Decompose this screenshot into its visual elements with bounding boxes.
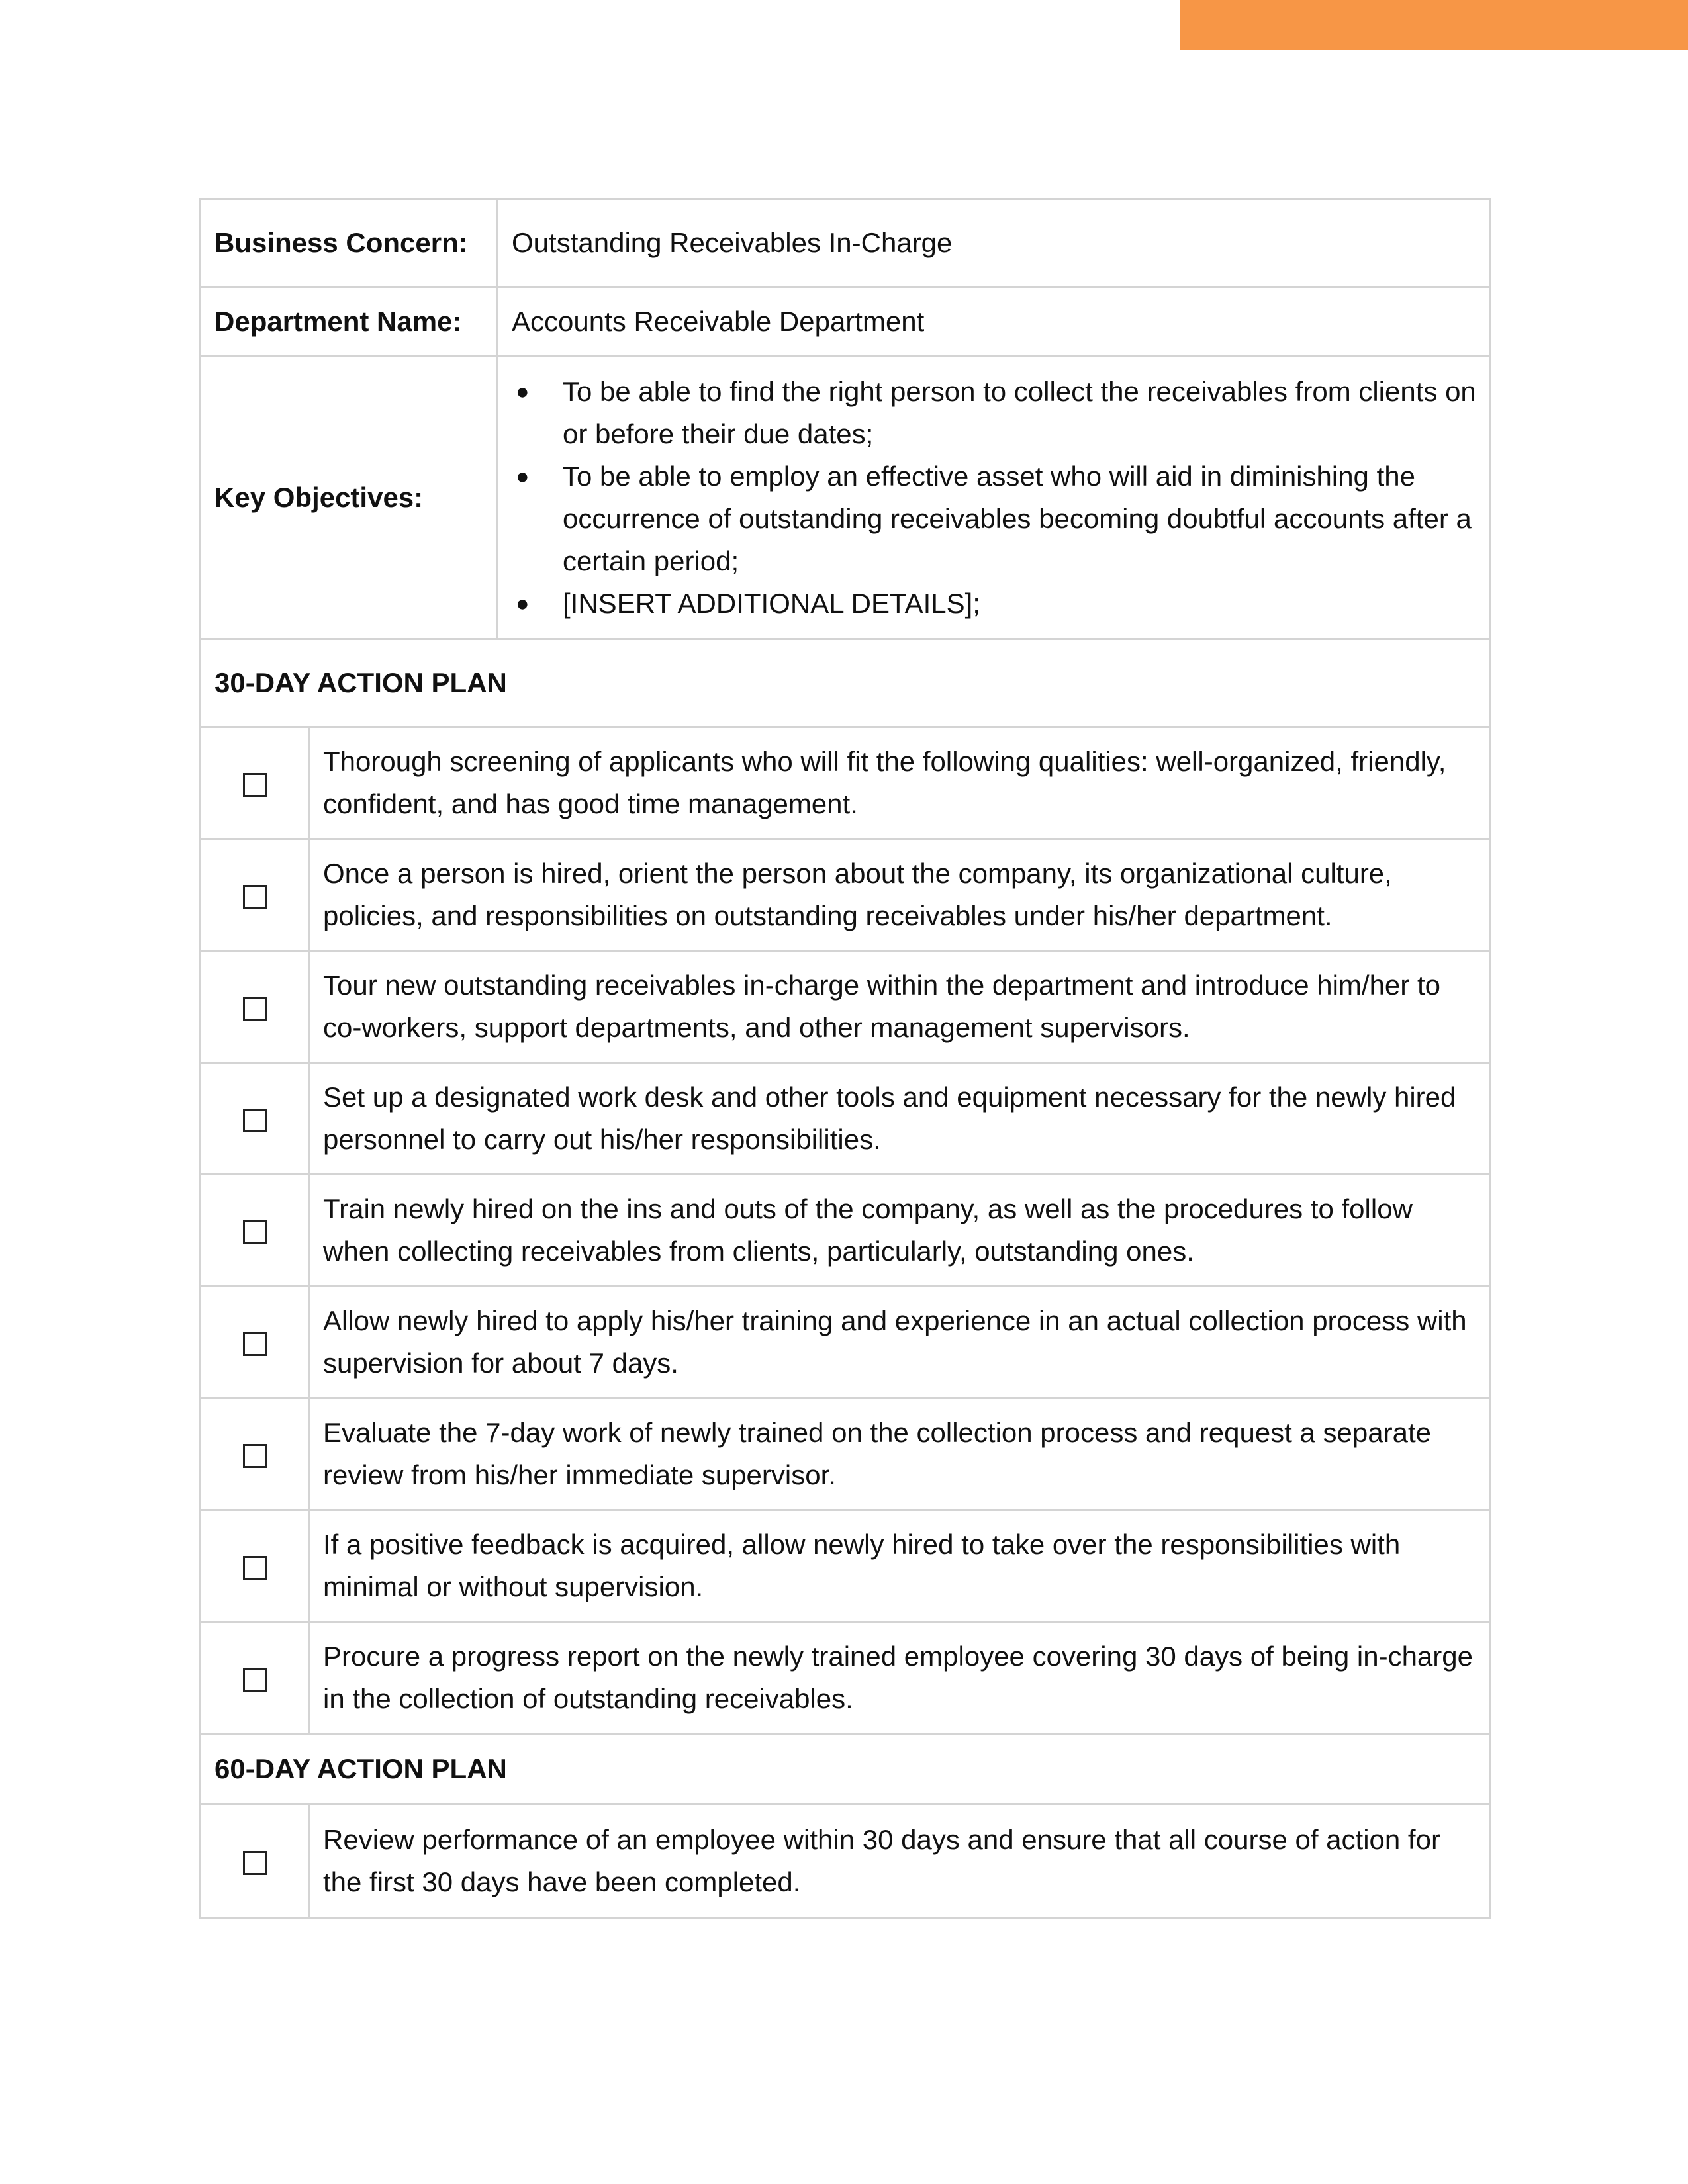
key-objective-item — [512, 582, 1476, 625]
checkbox[interactable] — [243, 1851, 267, 1875]
task-text: Procure a progress report on the newly trained employee covering 30 days of being in-charge in the collection of outstanding receivables. — [309, 1622, 1491, 1734]
task-row — [201, 1622, 1491, 1734]
task-row — [201, 1805, 1491, 1918]
checkbox-cell — [201, 839, 309, 951]
section-title-30-day: 30-DAY ACTION PLAN — [201, 639, 1491, 727]
task-row — [201, 951, 1491, 1063]
task-row — [201, 1287, 1491, 1398]
checkbox[interactable] — [243, 1668, 267, 1692]
section-title-60-day: 60-DAY ACTION PLAN — [201, 1734, 1491, 1805]
key-objective-text: To be able to employ an effective asset who will aid in diminishing the occurrence of outstanding receivables becoming doubtful accounts after a certain period; — [563, 461, 1472, 576]
key-objective-text: [INSERT ADDITIONAL DETAILS]; — [563, 588, 980, 619]
task-text: Review performance of an employee within 30 days and ensure that all course of action for the first 30 days have been completed. — [309, 1805, 1491, 1918]
department-name-label: Department Name: — [201, 287, 498, 357]
task-text: Train newly hired on the ins and outs of the company, as well as the procedures to follow when collecting receivables from clients, particularly, outstanding ones. — [309, 1175, 1491, 1287]
checkbox-cell — [201, 1398, 309, 1510]
business-concern-label: Business Concern: — [201, 199, 498, 287]
task-row — [201, 1398, 1491, 1510]
business-concern-value: Outstanding Receivables In-Charge — [498, 199, 1491, 287]
task-text: Thorough screening of applicants who will fit the following qualities: well-organized, friendly, confident, and has good time management. — [309, 727, 1491, 839]
task-row — [201, 727, 1491, 839]
checkbox[interactable] — [243, 1220, 267, 1244]
task-text: Evaluate the 7-day work of newly trained on the collection process and request a separate review from his/her immediate supervisor. — [309, 1398, 1491, 1510]
department-name-row — [201, 287, 1491, 357]
checkbox-cell — [201, 1805, 309, 1918]
key-objectives-label: Key Objectives: — [201, 357, 498, 639]
checkbox-cell — [201, 727, 309, 839]
checkbox-cell — [201, 1622, 309, 1734]
key-objectives-cell — [498, 357, 1491, 639]
checkbox[interactable] — [243, 1556, 267, 1580]
key-objective-text: To be able to find the right person to collect the receivables from clients on or before their due dates; — [563, 376, 1476, 449]
business-concern-row — [201, 199, 1491, 287]
section-60-day — [201, 1734, 1491, 1805]
task-row — [201, 1063, 1491, 1175]
checkbox-cell — [201, 1063, 309, 1175]
task-row — [201, 1175, 1491, 1287]
checkbox-cell — [201, 1510, 309, 1622]
key-objectives-list — [512, 371, 1476, 625]
department-name-value: Accounts Receivable Department — [498, 287, 1491, 357]
bullet-icon: ● — [516, 464, 530, 489]
task-text: If a positive feedback is acquired, allow newly hired to take over the responsibilities with minimal or without supervision. — [309, 1510, 1491, 1622]
bullet-icon: ● — [516, 379, 530, 404]
checkbox[interactable] — [243, 1444, 267, 1468]
task-text: Tour new outstanding receivables in-charge within the department and introduce him/her to co-workers, support departments, and other management supervisors. — [309, 951, 1491, 1063]
checkbox[interactable] — [243, 1332, 267, 1356]
checkbox[interactable] — [243, 885, 267, 909]
checkbox[interactable] — [243, 1109, 267, 1132]
checkbox[interactable] — [243, 997, 267, 1021]
task-text: Allow newly hired to apply his/her training and experience in an actual collection process with supervision for about 7 days. — [309, 1287, 1491, 1398]
task-text: Set up a designated work desk and other tools and equipment necessary for the newly hired personnel to carry out his/her responsibilities. — [309, 1063, 1491, 1175]
key-objective-item — [512, 455, 1476, 582]
checkbox-cell — [201, 1175, 309, 1287]
action-plan-table — [199, 198, 1491, 1919]
section-30-day — [201, 639, 1491, 727]
bullet-icon: ● — [516, 591, 530, 616]
checkbox-cell — [201, 1287, 309, 1398]
task-row — [201, 1510, 1491, 1622]
task-text: Once a person is hired, orient the person about the company, its organizational culture, policies, and responsibilities on outstanding receivables under his/her department. — [309, 839, 1491, 951]
key-objective-item — [512, 371, 1476, 455]
accent-bar — [1180, 0, 1688, 50]
checkbox-cell — [201, 951, 309, 1063]
task-row — [201, 839, 1491, 951]
key-objectives-row — [201, 357, 1491, 639]
checkbox[interactable] — [243, 773, 267, 797]
